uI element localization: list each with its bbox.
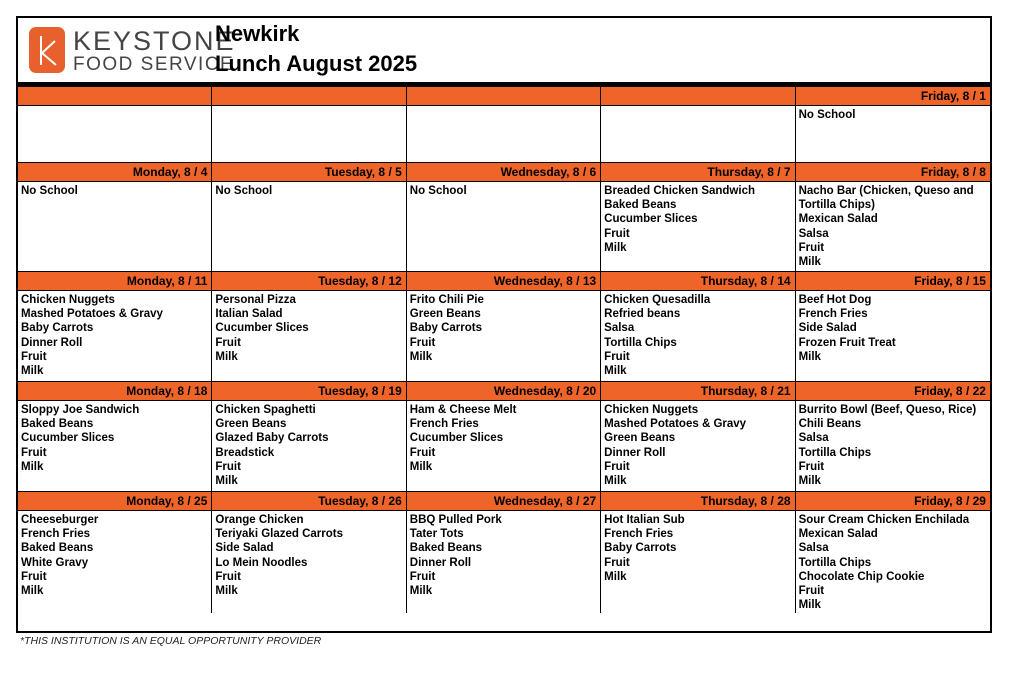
menu-item: French Fries bbox=[21, 528, 91, 541]
day-header: Wednesday, 8 / 13 bbox=[407, 272, 600, 291]
menu-item: Fruit bbox=[215, 570, 241, 583]
day-cell bbox=[601, 492, 795, 613]
day-cell bbox=[18, 163, 212, 271]
menu-item: Baby Carrots bbox=[604, 542, 677, 555]
day-header bbox=[407, 87, 600, 106]
day-header: Monday, 8 / 18 bbox=[18, 382, 211, 401]
menu-item: White Gravy bbox=[21, 556, 89, 569]
day-cell bbox=[212, 492, 406, 613]
menu-item: Milk bbox=[604, 570, 627, 583]
menu-item: Green Beans bbox=[215, 418, 287, 431]
day-header: Friday, 8 / 22 bbox=[796, 382, 990, 401]
menu-item: Chocolate Chip Cookie bbox=[798, 570, 925, 583]
menu-item: Beef Hot Dog bbox=[798, 294, 872, 306]
menu-item: Milk bbox=[604, 365, 627, 378]
logo-text-keystone: KEYSTONE bbox=[73, 26, 236, 56]
menu-item: Baked Beans bbox=[409, 542, 483, 555]
day-cell bbox=[212, 87, 406, 162]
menu-items bbox=[18, 291, 211, 378]
menu-items bbox=[407, 291, 600, 364]
day-cell bbox=[18, 382, 212, 491]
menu-item: Baked Beans bbox=[21, 542, 94, 555]
day-cell bbox=[601, 382, 795, 491]
menu-item: Salsa bbox=[604, 322, 635, 335]
menu-items bbox=[212, 106, 405, 108]
menu-item: Fruit bbox=[409, 336, 436, 349]
menu-item: Milk bbox=[409, 585, 433, 598]
menu-item: No School bbox=[215, 185, 273, 197]
menu-item: Cucumber Slices bbox=[604, 213, 698, 226]
menu-item: Milk bbox=[215, 350, 238, 363]
day-cell bbox=[18, 87, 212, 162]
menu-item: Milk bbox=[798, 599, 821, 612]
menu-item: Green Beans bbox=[604, 432, 676, 445]
menu-items bbox=[601, 511, 794, 584]
menu-item: Milk bbox=[798, 475, 821, 488]
week-row bbox=[18, 87, 990, 162]
day-header: Friday, 8 / 1 bbox=[796, 87, 990, 106]
menu-item: Chicken Quesadilla bbox=[604, 294, 711, 306]
menu-item: Milk bbox=[798, 256, 821, 269]
menu-item: Milk bbox=[604, 241, 627, 254]
menu-item: Mexican Salad bbox=[798, 213, 878, 226]
menu-items bbox=[212, 182, 405, 198]
menu-item: Lo Mein Noodles bbox=[215, 556, 308, 569]
menu-item: Dinner Roll bbox=[409, 556, 472, 569]
menu-item: Milk bbox=[21, 365, 44, 378]
menu-item: French Fries bbox=[409, 418, 479, 431]
menu-item: Cucumber Slices bbox=[21, 432, 115, 445]
menu-item: Sloppy Joe Sandwich bbox=[21, 404, 140, 416]
menu-items bbox=[601, 106, 794, 108]
menu-items bbox=[796, 182, 990, 269]
day-cell bbox=[212, 272, 406, 381]
menu-item: Salsa bbox=[798, 227, 829, 240]
menu-item: Tater Tots bbox=[409, 528, 464, 541]
day-cell bbox=[796, 382, 990, 491]
menu-item: Burrito Bowl (Beef, Queso, Rice) bbox=[798, 404, 977, 416]
menu-item: Fruit bbox=[215, 460, 241, 473]
menu-item: Fruit bbox=[604, 350, 630, 363]
menu-item: Orange Chicken bbox=[215, 514, 304, 526]
menu-item: Tortilla Chips bbox=[798, 446, 872, 459]
day-cell bbox=[18, 492, 212, 613]
menu-item: Baby Carrots bbox=[409, 322, 482, 335]
menu-items bbox=[18, 511, 211, 598]
menu-items bbox=[212, 291, 405, 364]
menu-items bbox=[796, 401, 990, 488]
menu-item: Refried beans bbox=[604, 308, 681, 321]
day-cell bbox=[601, 163, 795, 271]
day-cell bbox=[796, 163, 990, 271]
menu-item: Chili Beans bbox=[798, 418, 862, 431]
menu-items bbox=[796, 291, 990, 364]
menu-item: Italian Salad bbox=[215, 308, 283, 321]
day-header: Monday, 8 / 11 bbox=[18, 272, 211, 291]
logo-text-food-service: FOOD SERVICE bbox=[73, 54, 235, 75]
menu-item: Mexican Salad bbox=[798, 528, 878, 541]
menu-item: Personal Pizza bbox=[215, 294, 296, 306]
menu-item: Cheeseburger bbox=[21, 514, 99, 526]
menu-item: Dinner Roll bbox=[21, 336, 83, 349]
menu-item: Mashed Potatoes & Gravy bbox=[604, 418, 747, 431]
menu-item: Chicken Spaghetti bbox=[215, 404, 316, 416]
menu-item: Milk bbox=[798, 350, 821, 363]
menu-item: Tortilla Chips bbox=[798, 556, 872, 569]
menu-item: Nacho Bar (Chicken, Queso and Tortilla Chips) bbox=[798, 185, 974, 212]
menu-items bbox=[601, 401, 794, 488]
menu-item: Fruit bbox=[604, 227, 630, 240]
day-cell bbox=[407, 382, 601, 491]
menu-item: Breaded Chicken Sandwich bbox=[604, 185, 755, 197]
menu-item: Tortilla Chips bbox=[604, 336, 677, 349]
day-cell bbox=[796, 272, 990, 381]
menu-header bbox=[18, 18, 990, 82]
day-header: Wednesday, 8 / 20 bbox=[407, 382, 600, 401]
week-row bbox=[18, 491, 990, 613]
day-cell bbox=[407, 272, 601, 381]
day-cell bbox=[212, 163, 406, 271]
menu-item: Fruit bbox=[798, 585, 825, 598]
day-header: Wednesday, 8 / 27 bbox=[407, 492, 600, 511]
menu-item: Milk bbox=[21, 585, 44, 598]
menu-title: Lunch August 2025 bbox=[215, 51, 418, 76]
menu-item: French Fries bbox=[604, 528, 674, 541]
menu-item: Green Beans bbox=[409, 308, 481, 321]
menu-items bbox=[212, 401, 405, 488]
menu-item: Fruit bbox=[21, 446, 47, 459]
day-header: Monday, 8 / 4 bbox=[18, 163, 211, 182]
menu-item: Fruit bbox=[798, 241, 825, 254]
menu-item: Baby Carrots bbox=[21, 322, 94, 335]
menu-item: No School bbox=[409, 185, 467, 197]
menu-item: Fruit bbox=[604, 460, 630, 473]
day-cell bbox=[407, 492, 601, 613]
menu-item: Fruit bbox=[215, 336, 241, 349]
menu-items bbox=[18, 182, 211, 198]
menu-item: No School bbox=[798, 109, 856, 121]
menu-item: Cucumber Slices bbox=[215, 322, 309, 335]
menu-items bbox=[407, 401, 600, 474]
school-name: Newkirk bbox=[215, 21, 300, 46]
keystone-logo-icon bbox=[29, 27, 65, 73]
day-cell bbox=[796, 87, 990, 162]
day-header: Wednesday, 8 / 6 bbox=[407, 163, 600, 182]
menu-item: Fruit bbox=[409, 446, 436, 459]
menu-item: Side Salad bbox=[798, 322, 857, 335]
day-header: Friday, 8 / 15 bbox=[796, 272, 990, 291]
menu-item: Fruit bbox=[409, 570, 436, 583]
menu-items bbox=[212, 511, 405, 598]
menu-item: Glazed Baby Carrots bbox=[215, 432, 329, 445]
day-header: Tuesday, 8 / 19 bbox=[212, 382, 405, 401]
menu-item: Salsa bbox=[798, 542, 829, 555]
menu-item: Frozen Fruit Treat bbox=[798, 336, 896, 349]
menu-item: Sour Cream Chicken Enchilada bbox=[798, 514, 970, 526]
footer-note: *THIS INSTITUTION IS AN EQUAL OPPORTUNITY PROVIDER bbox=[20, 635, 322, 647]
day-cell bbox=[601, 272, 795, 381]
week-row bbox=[18, 271, 990, 381]
menu-item: Dinner Roll bbox=[604, 446, 666, 459]
menu-item: Cucumber Slices bbox=[409, 432, 504, 445]
day-header: Thursday, 8 / 21 bbox=[601, 382, 794, 401]
menu-item: Breadstick bbox=[215, 446, 275, 459]
menu-items bbox=[407, 106, 600, 108]
day-cell bbox=[796, 492, 990, 613]
day-header: Tuesday, 8 / 5 bbox=[212, 163, 405, 182]
day-header bbox=[18, 87, 211, 106]
day-header: Monday, 8 / 25 bbox=[18, 492, 211, 511]
menu-item: Milk bbox=[21, 460, 44, 473]
day-header: Thursday, 8 / 7 bbox=[601, 163, 794, 182]
menu-items bbox=[601, 182, 794, 255]
day-header: Tuesday, 8 / 12 bbox=[212, 272, 405, 291]
menu-item: Fruit bbox=[798, 460, 825, 473]
menu-items bbox=[407, 511, 600, 598]
menu-item: Hot Italian Sub bbox=[604, 514, 685, 526]
day-header bbox=[601, 87, 794, 106]
menu-item: Baked Beans bbox=[604, 199, 677, 212]
day-cell bbox=[212, 382, 406, 491]
menu-item: Chicken Nuggets bbox=[604, 404, 699, 416]
menu-item: Side Salad bbox=[215, 542, 274, 555]
menu-item: No School bbox=[21, 185, 78, 197]
menu-item: Milk bbox=[215, 475, 238, 488]
day-header: Thursday, 8 / 28 bbox=[601, 492, 794, 511]
menu-item: Frito Chili Pie bbox=[409, 294, 484, 306]
menu-item: Milk bbox=[409, 350, 433, 363]
menu-item: Mashed Potatoes & Gravy bbox=[21, 308, 163, 321]
menu-item: Ham & Cheese Melt bbox=[409, 404, 517, 416]
day-header bbox=[212, 87, 405, 106]
menu-items bbox=[407, 182, 600, 198]
menu-item: Fruit bbox=[604, 556, 630, 569]
menu-item: Salsa bbox=[798, 432, 829, 445]
week-row bbox=[18, 381, 990, 491]
menu-items bbox=[18, 401, 211, 474]
menu-item: Fruit bbox=[21, 570, 47, 583]
menu-item: Milk bbox=[604, 475, 627, 488]
menu-item: French Fries bbox=[798, 308, 868, 321]
day-header: Thursday, 8 / 14 bbox=[601, 272, 794, 291]
day-header: Friday, 8 / 29 bbox=[796, 492, 990, 511]
week-row bbox=[18, 162, 990, 271]
menu-item: Milk bbox=[215, 585, 238, 598]
menu-items bbox=[796, 511, 990, 612]
menu-item: Teriyaki Glazed Carrots bbox=[215, 528, 344, 541]
day-header: Tuesday, 8 / 26 bbox=[212, 492, 405, 511]
menu-item: Chicken Nuggets bbox=[21, 294, 115, 306]
menu-item: Baked Beans bbox=[21, 418, 94, 431]
menu-item: Fruit bbox=[21, 350, 47, 363]
menu-frame bbox=[16, 16, 992, 633]
day-cell bbox=[18, 272, 212, 381]
day-cell bbox=[601, 87, 795, 162]
menu-items bbox=[18, 106, 211, 108]
day-cell bbox=[407, 163, 601, 271]
menu-items bbox=[796, 106, 990, 122]
menu-items bbox=[601, 291, 794, 378]
menu-item: BBQ Pulled Pork bbox=[409, 514, 502, 526]
day-header: Friday, 8 / 8 bbox=[796, 163, 990, 182]
menu-item: Milk bbox=[409, 460, 433, 473]
day-cell bbox=[407, 87, 601, 162]
menu-calendar bbox=[18, 87, 990, 613]
